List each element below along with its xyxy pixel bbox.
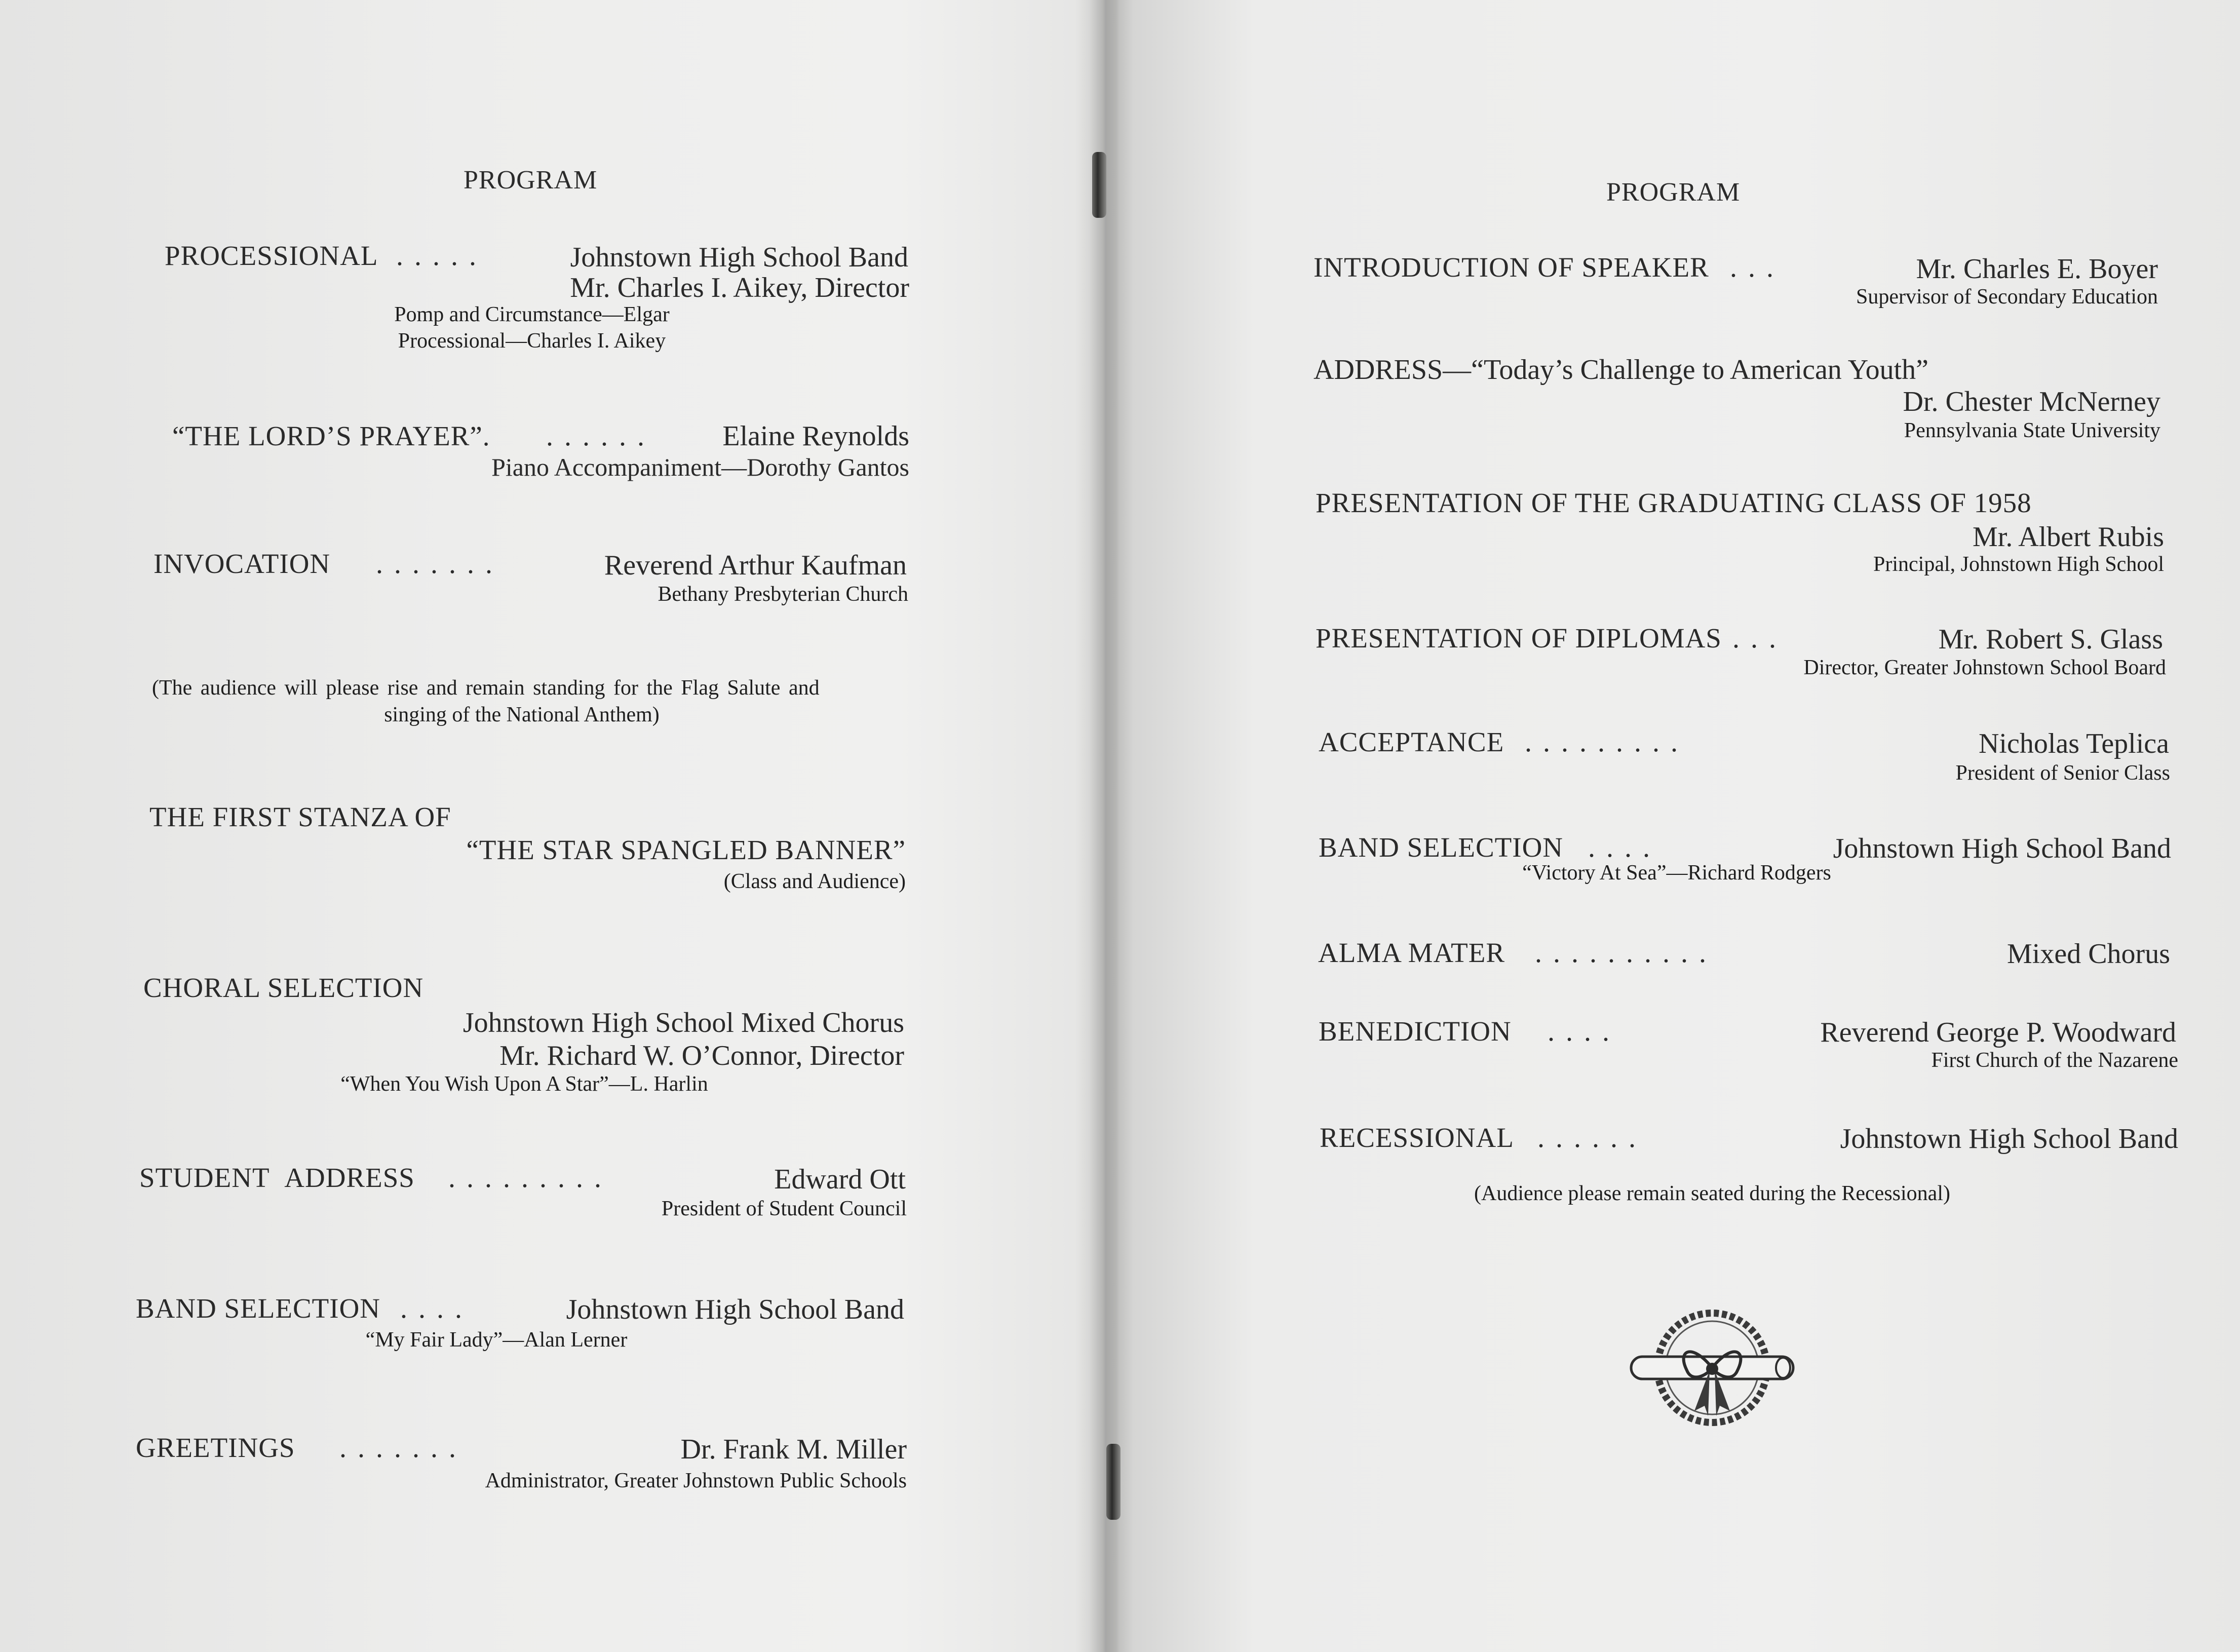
audience-note-line-1: (The audience will please rise and remain standing for the Flag Salute and <box>152 676 820 700</box>
presentation-class-role: Principal, Johnstown High School <box>1873 553 2164 576</box>
band-selection-label: BAND SELECTION <box>136 1293 381 1324</box>
band-selection-piece: “My Fair Lady”—Alan Lerner <box>365 1328 628 1352</box>
processional-piece-1: Pomp and Circumstance—Elgar <box>394 303 670 326</box>
acceptance-leader: ......... <box>1525 726 1689 758</box>
recessional-note: (Audience please remain seated during the Recessional) <box>1474 1182 1950 1205</box>
lords-prayer-accompaniment: Piano Accompaniment—Dorothy Gantos <box>491 453 909 481</box>
diplomas-presenter: Mr. Robert S. Glass <box>1938 624 2163 655</box>
recessional-performer: Johnstown High School Band <box>1840 1123 2178 1155</box>
processional-piece-2: Processional—Charles I. Aikey <box>398 329 666 353</box>
greetings-label: GREETINGS <box>136 1432 295 1463</box>
lords-prayer-leader: ...... <box>546 420 655 452</box>
band-selection-performer: Johnstown High School Band <box>1833 833 2171 864</box>
address-label: ADDRESS—“Today’s Challenge to American Youth” <box>1314 354 1928 386</box>
processional-label: PROCESSIONAL <box>165 240 378 271</box>
alma-mater-leader: .......... <box>1535 937 1717 969</box>
diplomas-role: Director, Greater Johnstown School Board <box>1803 656 2166 679</box>
invocation-label: INVOCATION <box>153 548 331 579</box>
left-page <box>0 0 1104 1652</box>
greetings-performer: Dr. Frank M. Miller <box>680 1434 907 1465</box>
benediction-affiliation: First Church of the Nazarene <box>1931 1049 2178 1072</box>
intro-speaker-leader: ... <box>1730 252 1785 283</box>
processional-director: Mr. Charles I. Aikey, Director <box>570 272 909 303</box>
invocation-performer: Reverend Arthur Kaufman <box>604 550 907 581</box>
presentation-class-label: PRESENTATION OF THE GRADUATING CLASS OF 1958 <box>1316 487 2032 518</box>
benediction-performer: Reverend George P. Woodward <box>1820 1017 2176 1048</box>
page-title: PROGRAM <box>464 166 598 195</box>
band-selection-piece: “Victory At Sea”—Richard Rodgers <box>1522 861 1831 885</box>
band-selection-leader: .... <box>400 1293 473 1324</box>
recessional-leader: ...... <box>1537 1122 1647 1154</box>
processional-leader: ..... <box>396 240 487 272</box>
student-address-performer: Edward Ott <box>774 1164 906 1195</box>
greetings-role: Administrator, Greater Johnstown Public Schools <box>485 1469 907 1492</box>
processional-performer: Johnstown High School Band <box>570 242 908 273</box>
band-selection-label: BAND SELECTION <box>1319 832 1564 863</box>
band-selection-leader: .... <box>1588 832 1661 863</box>
audience-note-line-2: singing of the National Anthem) <box>384 703 660 726</box>
choral-label: CHORAL SELECTION <box>143 972 424 1003</box>
invocation-affiliation: Bethany Presbyterian Church <box>658 583 908 606</box>
choral-director: Mr. Richard W. O’Connor, Director <box>499 1040 904 1071</box>
alma-mater-label: ALMA MATER <box>1318 937 1505 968</box>
recessional-label: RECESSIONAL <box>1320 1122 1514 1153</box>
band-selection-performer: Johnstown High School Band <box>566 1294 904 1325</box>
page-title: PROGRAM <box>1606 178 1741 207</box>
student-address-role: President of Student Council <box>661 1197 907 1220</box>
diplomas-leader: ... <box>1732 623 1787 654</box>
anthem-note: (Class and Audience) <box>723 870 906 893</box>
diploma-wreath-icon <box>1611 1302 1813 1434</box>
anthem-title: “THE STAR SPANGLED BANNER” <box>466 834 906 865</box>
diplomas-label: PRESENTATION OF DIPLOMAS <box>1316 623 1722 654</box>
intro-speaker-role: Supervisor of Secondary Education <box>1856 285 2158 309</box>
address-affiliation: Pennsylvania State University <box>1904 419 2160 442</box>
greetings-leader: ....... <box>339 1432 467 1464</box>
choral-performer: Johnstown High School Mixed Chorus <box>462 1007 904 1039</box>
benediction-leader: .... <box>1548 1016 1620 1047</box>
invocation-leader: ....... <box>376 548 504 580</box>
acceptance-role: President of Senior Class <box>1955 761 2170 785</box>
intro-speaker-label: INTRODUCTION OF SPEAKER <box>1314 252 1709 283</box>
acceptance-performer: Nicholas Teplica <box>1978 728 2169 759</box>
choral-piece: “When You Wish Upon A Star”—L. Harlin <box>340 1072 708 1096</box>
alma-mater-performer: Mixed Chorus <box>2007 938 2170 970</box>
intro-speaker-performer: Mr. Charles E. Boyer <box>1916 253 2158 285</box>
lords-prayer-label: “THE LORD’S PRAYER”. <box>172 420 490 451</box>
benediction-label: BENEDICTION <box>1319 1016 1512 1047</box>
lords-prayer-performer: Elaine Reynolds <box>722 420 909 452</box>
acceptance-label: ACCEPTANCE <box>1319 726 1504 757</box>
student-address-leader: ......... <box>448 1162 612 1194</box>
anthem-label: THE FIRST STANZA OF <box>149 801 451 832</box>
presentation-class-presenter: Mr. Albert Rubis <box>1972 521 2164 553</box>
address-speaker: Dr. Chester McNerney <box>1903 386 2160 417</box>
student-address-label: STUDENT ADDRESS <box>139 1162 415 1193</box>
